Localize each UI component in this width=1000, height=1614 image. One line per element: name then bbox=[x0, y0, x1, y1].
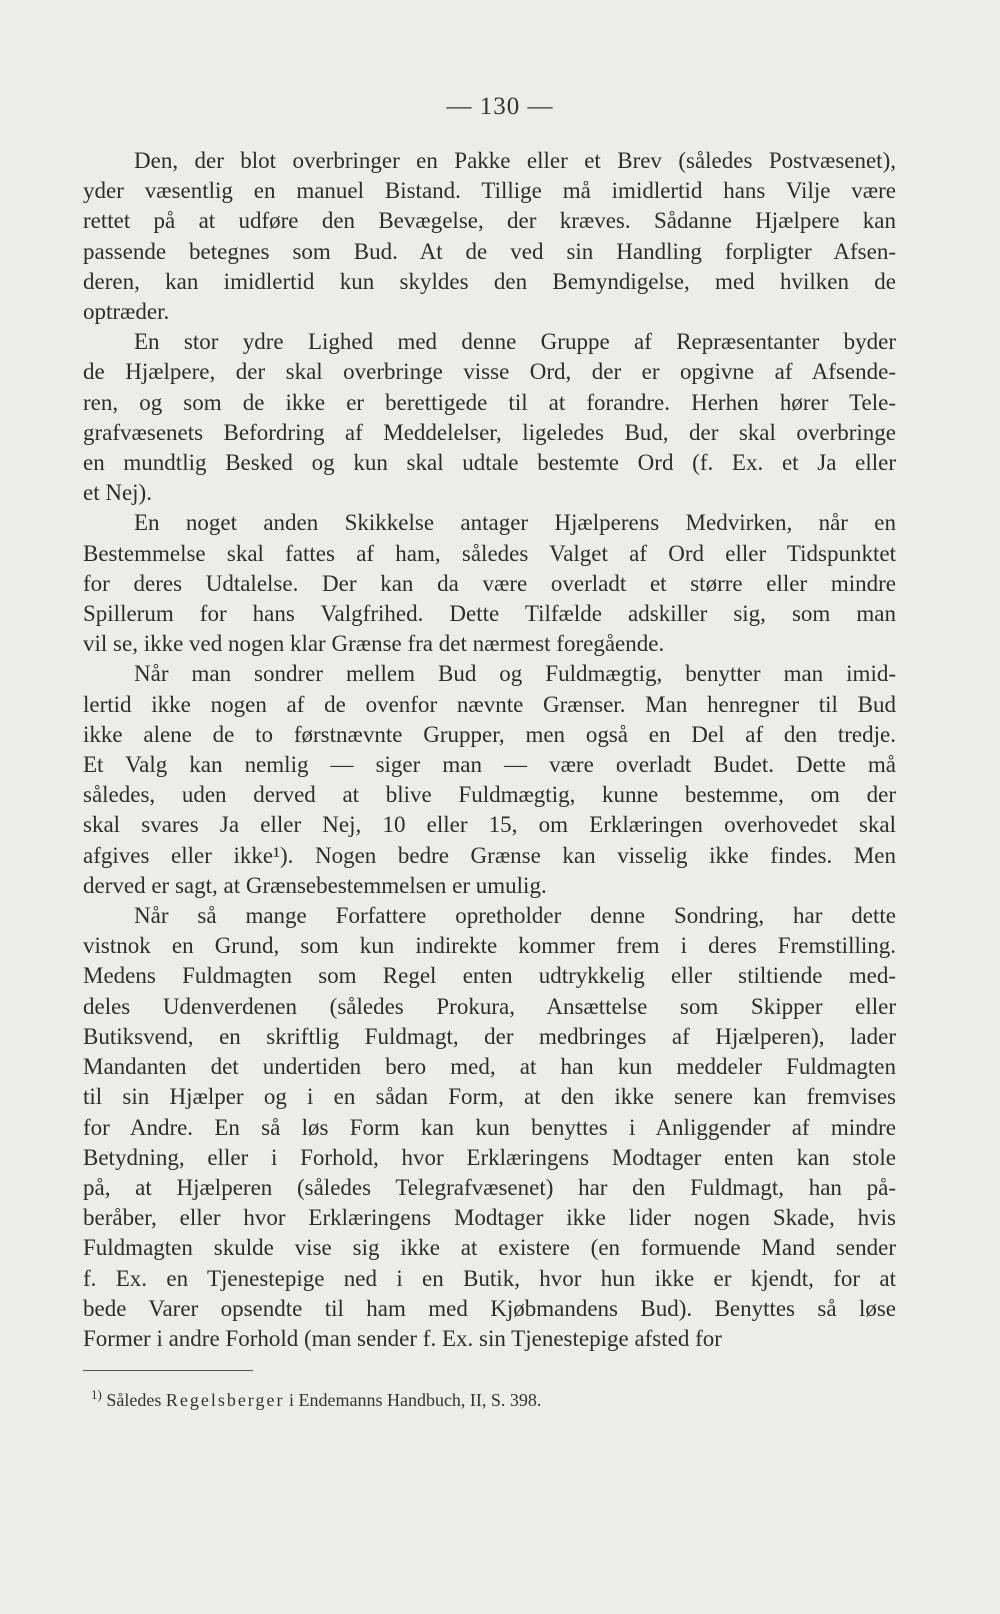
text-line: grafvæsenets Befordring af Meddelelser, ligeledes Bud, der skal overbringe bbox=[83, 419, 896, 445]
page-number: — 130 — bbox=[446, 93, 554, 120]
text-line: Et Valg kan nemlig — siger man — være overladt Budet. Dette må bbox=[83, 752, 896, 778]
text-line: yder væsentlig en manuel Bistand. Tillige må imidlertid hans Vilje være bbox=[83, 178, 896, 204]
footnote-marker: 1) bbox=[91, 1387, 102, 1402]
text-line: En noget anden Skikkelse antager Hjælperens Medvirken, når en bbox=[134, 510, 896, 536]
footnote-rule bbox=[83, 1370, 253, 1371]
body-text bbox=[83, 146, 896, 1354]
text-line: ren, og som de ikke er berettigede til at forandre. Herhen hører Tele- bbox=[83, 389, 896, 415]
text-line: til sin Hjælper og i en sådan Form, at den ikke senere kan fremvises bbox=[83, 1084, 896, 1110]
text-line: på, at Hjælperen (således Telegrafvæsenet) har den Fuldmagt, han på- bbox=[83, 1174, 896, 1200]
text-line: de Hjælpere, der skal overbringe visse Ord, der er opgivne af Afsende- bbox=[83, 359, 896, 385]
text-line: ikke alene de to førstnævnte Grupper, men også en Del af den tredje. bbox=[83, 721, 896, 747]
text-line: vil se, ikke ved nogen klar Grænse fra det nærmest foregående. bbox=[83, 631, 665, 657]
text-line: Medens Fuldmagten som Regel enten udtrykkelig eller stiltiende med- bbox=[83, 963, 896, 989]
text-line: således, uden derved at blive Fuldmægtig, kunne bestemme, om der bbox=[83, 782, 896, 808]
text-line: skal svares Ja eller Nej, 10 eller 15, om Erklæringen overhovedet skal bbox=[83, 812, 896, 838]
text-line: Fuldmagten skulde vise sig ikke at existere (en formuende Mand sender bbox=[83, 1235, 896, 1261]
text-line: bede Varer opsendte til ham med Kjøbmandens Bud). Benyttes så løse bbox=[83, 1295, 896, 1321]
text-line: derved er sagt, at Grænsebestemmelsen er umulig. bbox=[83, 872, 547, 898]
text-line: Mandanten det undertiden bero med, at han kun meddeler Fuldmagten bbox=[83, 1054, 896, 1080]
text-line: et Nej). bbox=[83, 480, 152, 506]
text-line: Butiksvend, en skriftlig Fuldmagt, der medbringes af Hjælperen), lader bbox=[83, 1023, 896, 1049]
text-line: passende betegnes som Bud. At de ved sin Handling forpligter Afsen- bbox=[83, 238, 896, 264]
text-line: En stor ydre Lighed med denne Gruppe af Repræsentanter byder bbox=[134, 329, 896, 355]
text-line: f. Ex. en Tjenestepige ned i en Butik, hvor hun ikke er kjendt, for at bbox=[83, 1265, 896, 1291]
footnote-text-after: i Endemanns Handbuch, II, S. 398. bbox=[288, 1390, 542, 1410]
text-line: en mundtlig Besked og kun skal udtale bestemte Ord (f. Ex. et Ja eller bbox=[83, 450, 896, 476]
text-line: Former i andre Forhold (man sender f. Ex. sin Tjenestepige afsted for bbox=[83, 1325, 722, 1351]
text-line: Når så mange Forfattere opretholder denne Sondring, har dette bbox=[134, 903, 896, 929]
text-line: Bestemmelse skal fattes af ham, således Valget af Ord eller Tidspunktet bbox=[83, 540, 896, 566]
text-line: for deres Udtalelse. Der kan da være overladt et større eller mindre bbox=[83, 570, 896, 596]
text-line: optræder. bbox=[83, 299, 170, 325]
text-line: for Andre. En så løs Form kan kun benyttes i Anliggender af mindre bbox=[83, 1114, 896, 1140]
text-line: Den, der blot overbringer en Pakke eller et Brev (således Postvæsenet), bbox=[134, 148, 896, 173]
text-line: beråber, eller hvor Erklæringens Modtager ikke lider nogen Skade, hvis bbox=[83, 1205, 896, 1231]
text-line: vistnok en Grund, som kun indirekte kommer frem i deres Fremstilling. bbox=[83, 933, 896, 959]
text-line: Betydning, eller i Forhold, hvor Erklæringens Modtager enten kan stole bbox=[83, 1144, 896, 1170]
footnote-text-before: Således bbox=[106, 1390, 162, 1410]
text-line: deles Udenverdenen (således Prokura, Ansættelse som Skipper eller bbox=[83, 993, 896, 1019]
text-line: deren, kan imidlertid kun skyldes den Bemyndigelse, med hvilken de bbox=[83, 268, 896, 294]
text-line: Når man sondrer mellem Bud og Fuldmægtig, benytter man imid- bbox=[134, 661, 896, 687]
text-line: afgives eller ikke¹). Nogen bedre Grænse kan visselig ikke findes. Men bbox=[83, 842, 896, 868]
text-line: Spillerum for hans Valgfrihed. Dette Tilfælde adskiller sig, som man bbox=[83, 601, 896, 627]
text-line: rettet på at udføre den Bevægelse, der kræves. Sådanne Hjælpere kan bbox=[83, 208, 896, 234]
text-line: lertid ikke nogen af de ovenfor nævnte Grænser. Man henregner til Bud bbox=[83, 691, 896, 717]
footnote-author: Regelsberger bbox=[165, 1390, 285, 1410]
footnote bbox=[91, 1387, 542, 1411]
